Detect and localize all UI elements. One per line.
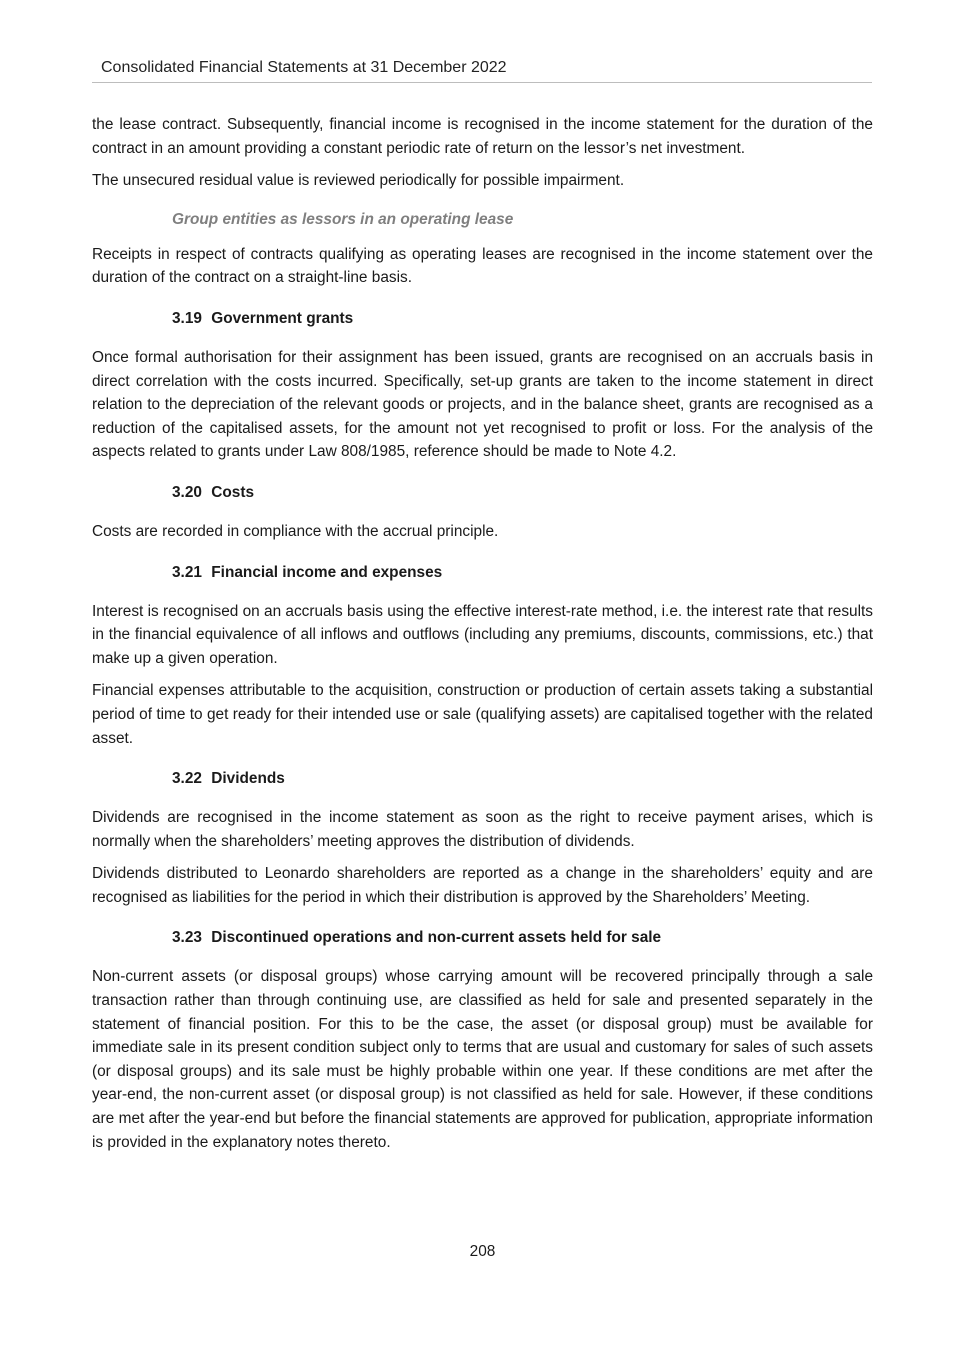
page-number: 208 <box>469 1243 496 1260</box>
section-number: 3.22 <box>172 770 202 788</box>
section-number: 3.20 <box>172 483 202 501</box>
page-content <box>92 113 873 1163</box>
paragraph-dividends-distribution: Dividends distributed to Leonardo shareholders are reported as a change in the shareholders’ equity and are recognised as liabilities for the period in which their distribution is approved by the Shareholders’ Meeting. <box>92 865 873 906</box>
section-heading-discontinued-operations <box>172 926 873 949</box>
document-title: Consolidated Financial Statements at 31 December 2022 <box>101 59 507 76</box>
paragraph-government-grants: Once formal authorisation for their assignment has been issued, grants are recognised on an accruals basis in direct correlation with the costs incurred. Specifically, set-up grants are taken to the income statement in direct relation to the depreciation of the relevant goods or projects, and in the balance sheet, grants are recognised as a reduction of the capitalised assets, for the amount not yet recognised to profit or loss. For the analysis of the aspects related to grants under Law 808/1985, reference should be made to Note 4.2. <box>92 348 873 461</box>
paragraph-operating-lease: Receipts in respect of contracts qualifying as operating leases are recognised in the income statement over the duration of the contract on a straight-line basis. <box>92 245 873 287</box>
section-heading-government-grants <box>172 307 873 330</box>
section-title: Costs <box>211 483 255 501</box>
section-heading-financial-income <box>172 561 873 584</box>
paragraph-interest: Interest is recognised on an accruals basis using the effective interest-rate method, i.e. the interest rate that results in the financial equivalence of all inflows and outflows (including any premiums, discounts, commissions, etc.) that make up a given operation. <box>92 602 873 667</box>
section-number: 3.23 <box>172 929 202 947</box>
section-heading-costs <box>172 481 873 504</box>
paragraph-held-for-sale: Non-current assets (or disposal groups) whose carrying amount will be recovered principally through a sale transaction rather than through continuing use, are classified as held for sale and presented separately in the statement of financial position. For this to be the case, the asset (or disposal group) must be available for immediate sale in its present condition subject only to terms that are usual and customary for sales of such assets (or disposal groups) and its sale must be highly probable within one year. If these conditions are met after the year-end, the non-current asset (or disposal group) is not classified as held for sale. However, if these conditions are met after the year-end but before the financial statements are approved for publication, appropriate information is provided in the explanatory notes thereto. <box>92 968 873 1151</box>
paragraph-residual-value: The unsecured residual value is reviewed periodically for possible impairment. <box>92 172 625 190</box>
section-title: Dividends <box>211 770 285 788</box>
section-number: 3.19 <box>172 309 202 327</box>
section-title: Financial income and expenses <box>211 563 443 581</box>
subheading-operating-lease: Group entities as lessors in an operating lease <box>172 210 514 228</box>
paragraph-financial-expenses: Financial expenses attributable to the acquisition, construction or production of certain assets taking a substantial period of time to get ready for their intended use or sale (qualifying assets) are capitalised together with the related asset. <box>92 682 873 747</box>
section-title: Government grants <box>211 309 354 327</box>
section-heading-dividends <box>172 767 873 790</box>
paragraph-costs: Costs are recorded in compliance with the accrual principle. <box>92 522 499 540</box>
paragraph-dividends-recognition: Dividends are recognised in the income statement as soon as the right to receive payment arises, which is normally when the shareholders’ meeting approves the distribution of dividends. <box>92 809 873 850</box>
paragraph-lease-contract: the lease contract. Subsequently, financial income is recognised in the income statement for the duration of the contract in an amount providing a constant periodic rate of return on the lessor’s net investment. <box>92 116 873 157</box>
section-number: 3.21 <box>172 563 202 581</box>
page-header <box>92 58 872 83</box>
section-title: Discontinued operations and non-current assets held for sale <box>211 929 662 947</box>
